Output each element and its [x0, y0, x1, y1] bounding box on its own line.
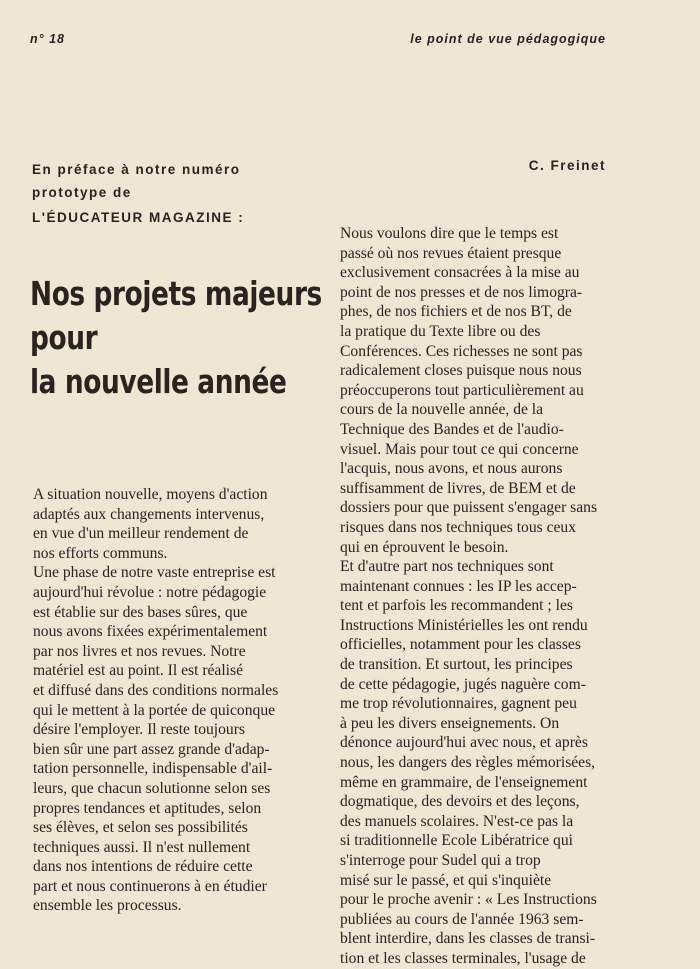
preface-line-2: prototype de [32, 185, 132, 200]
text-line: me trop révolutionnaires, gagnent peu [340, 695, 577, 713]
text-line: radicalement closes puisque nous nous [340, 362, 582, 380]
text-line: adaptés aux changements intervenus, [33, 505, 265, 523]
text-line: publiées au cours de l'année 1963 sem- [340, 910, 584, 928]
right-text-column [340, 224, 610, 969]
text-line: dogmatique, des devoirs et des leçons, [340, 793, 580, 811]
text-line: misé sur le passé, et qui s'inquiète [340, 871, 552, 889]
text-line: qui en éprouvent le besoin. [340, 538, 509, 556]
preface-line-3: L'ÉDUCATEUR MAGAZINE : [32, 210, 245, 225]
text-line: Technique des Bandes et de l'audio- [340, 420, 564, 438]
text-line: passé où nos revues étaient presque [340, 244, 562, 262]
text-line: techniques aussi. Il n'est nullement [33, 838, 251, 856]
text-line: l'acquis, nous avons, et nous aurons [340, 460, 563, 478]
text-line: par nos livres et nos revues. Notre [33, 642, 246, 660]
text-line: dans nos intentions de réduire cette [33, 858, 253, 876]
text-line: même en grammaire, de l'enseignement [340, 773, 588, 791]
text-line: à peu les divers enseignements. On [340, 714, 560, 732]
text-line: propres tendances et aptitudes, selon [33, 799, 262, 817]
text-line: exclusivement consacrées à la mise au [340, 264, 580, 282]
title-line-1: Nos projets majeurs [30, 274, 322, 313]
text-line: Instructions Ministérielles les ont rendu [340, 616, 588, 634]
text-line: est établie sur des bases sûres, que [33, 603, 248, 621]
article-title [30, 272, 322, 404]
text-line: bien sûr une part assez grande d'adap- [33, 740, 270, 758]
text-line: phes, de nos fichiers et de nos BT, de [340, 303, 572, 321]
preface-line-1: En préface à notre numéro [32, 162, 241, 177]
text-line: officielles, notamment pour les classes [340, 636, 581, 654]
text-line: des manuels scolaires. N'est-ce pas la [340, 812, 574, 830]
left-text-column [33, 485, 301, 916]
text-line: nos efforts communs. [33, 544, 168, 562]
text-line: risques dans nos techniques tous ceux [340, 518, 577, 536]
text-line: tion et les classes terminales, l'usage de [340, 949, 586, 967]
text-line: ses élèves, et selon ses possibilités [33, 819, 248, 837]
text-line: tation personnelle, indispensable d'ail- [33, 760, 273, 778]
text-line: Et d'autre part nos techniques sont [340, 558, 554, 576]
text-line: nous avons fixées expérimentalement [33, 623, 268, 641]
text-line: Une phase de notre vaste entreprise est [33, 564, 276, 582]
text-line: point de nos presses et de nos limogra- [340, 283, 583, 301]
text-line: part et nous continuerons à en étudier [33, 877, 267, 895]
text-line: Nous voulons dire que le temps est [340, 225, 559, 242]
text-line: maintenant connues : les IP les accep- [340, 577, 577, 595]
text-line: désire l'employer. Il reste toujours [33, 721, 245, 739]
text-line: leurs, que chacun solutionne selon ses [33, 779, 271, 797]
text-line: préoccuperons tout particulièrement au [340, 381, 584, 399]
text-line: s'interroge pour Sudel qui a trop [340, 852, 541, 869]
text-line: matériel est au point. Il est réalisé [33, 662, 244, 680]
author-name: C. Freinet [528, 158, 606, 173]
text-line: de cette pédagogie, jugés naguère com- [340, 675, 586, 693]
text-line: pour le proche avenir : « Les Instructions [340, 891, 597, 909]
text-line: ensemble les processus. [33, 897, 182, 915]
text-line: si traditionnelle Ecole Libératrice qui [340, 832, 573, 850]
title-line-3: la nouvelle année [30, 362, 287, 401]
text-line: en vue d'un meilleur rendement de [33, 525, 249, 543]
text-line: dossiers pour que puissent s'engager sans [340, 499, 598, 517]
text-line: et diffusé dans des conditions normales [33, 681, 279, 699]
text-line: qui le mettent à la portée de quiconque [33, 701, 276, 719]
text-line: tent et parfois les recommandent ; les [340, 597, 573, 615]
text-line: Conférences. Ces richesses ne sont pas [340, 342, 583, 360]
issue-number: n° 18 [30, 32, 66, 46]
text-line: visuel. Mais pour tout ce qui concerne [340, 440, 579, 458]
text-line: A situation nouvelle, moyens d'action [33, 486, 268, 503]
text-line: aujourd'hui révolue : notre pédagogie [33, 583, 267, 601]
title-line-2: pour [30, 318, 98, 357]
text-line: de transition. Et surtout, les principes [340, 656, 573, 674]
text-line: nous, les dangers des règles mémorisées, [340, 754, 596, 772]
text-line: cours de la nouvelle année, de la [340, 401, 544, 419]
text-line: blent interdire, dans les classes de transi- [340, 930, 596, 948]
text-line: la pratique du Texte libre ou des [340, 322, 541, 340]
section-title: le point de vue pédagogique [410, 32, 606, 46]
text-line: suffisamment de livres, de BEM et de [340, 479, 576, 497]
text-line: dénonce aujourd'hui avec nous, et après [340, 734, 588, 752]
